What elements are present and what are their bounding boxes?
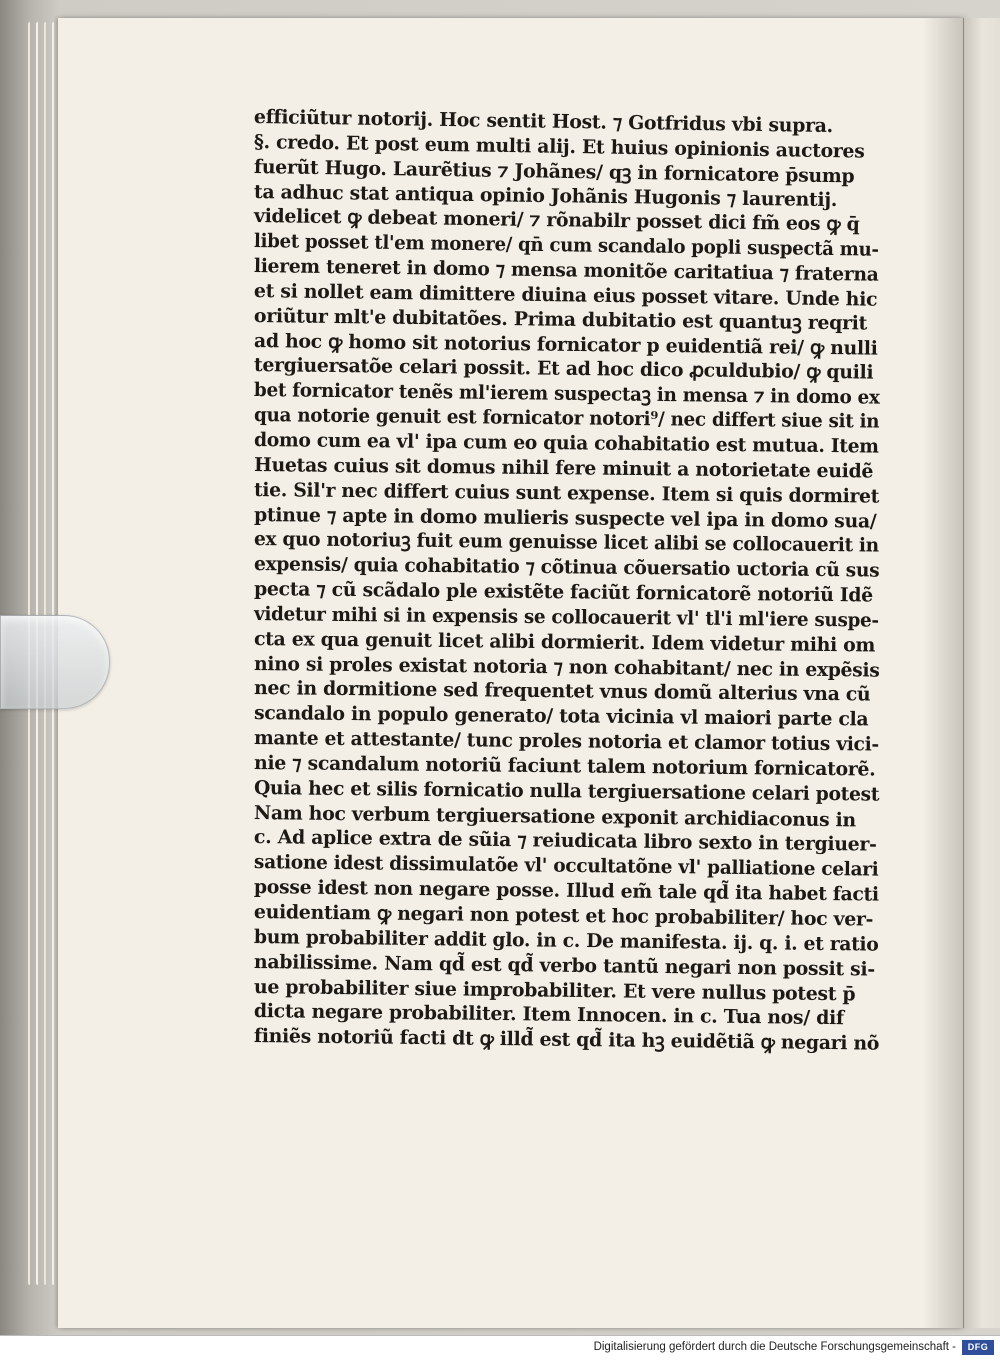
text-line: c. Ad aplice extra de sũia ⁊ reiudicata libro sexto in tergiuer-	[253, 826, 877, 857]
text-line: oriũtur mlt'e dubitatões. Prima dubitatio est quantuꝫ reqrit	[253, 304, 868, 335]
text-line: cta ex qua genuit licet alibi dormierit. Idem videtur mihi om	[253, 627, 876, 657]
text-line: posse idest non negare posse. Illud em̃ tale qd̃ ita habet facti	[253, 876, 879, 906]
text-line: mante et attestante/ tunc proles notoria et clamor totius vici-	[253, 727, 879, 756]
text-line: bum probabiliter addit glo. in c. De manifesta. ij. q. i. et ratio	[253, 925, 879, 956]
text-line: Quia hec et silis fornicatio nulla tergiuersatione celari potest	[253, 776, 880, 806]
text-line: scandalo in populo generato/ tota vicinia vl maiori parte cla	[253, 702, 869, 731]
text-line: finiẽs notoriũ facti dt ꝙ illd̃ est qd̃ ita hꝫ euidẽtiã ꝙ negari nõ	[253, 1025, 880, 1055]
text-line: libet posset tl'em monere/ qn̄ cum scandalo popli suspectã mu-	[253, 230, 879, 261]
text-line: satione idest dissimulatõe vl' occultatõne vl' palliatione celari	[253, 851, 879, 881]
text-line: ta adhuc stat antiqua opinio Johãnis Hugonis ⁊ laurentij.	[253, 180, 838, 211]
text-line: expensis/ quia cohabitatio ⁊ cõtinua cõuersatio uctoria cũ sus	[253, 553, 880, 582]
page-clip	[0, 615, 110, 709]
text-line: fuerũt Hugo. Laurẽtius ⁊ Johãnes/ qꝫ in fornicatore p̄sump	[253, 155, 855, 188]
text-line: nino si proles existat notoria ⁊ non cohabitant/ nec in expẽsis	[253, 652, 880, 682]
dfg-logo: DFG	[962, 1340, 994, 1355]
facing-page-edge	[963, 18, 1000, 1328]
text-block	[253, 105, 884, 1055]
text-line: nabilissime. Nam qd̃ est qd̃ verbo tantũ negari non possit si-	[253, 950, 875, 981]
text-line: bet fornicator tenẽs ml'ierem suspectaꝫ in mensa ⁊ in domo ex	[253, 379, 880, 409]
text-line: nec in dormitione sed frequentet vnus domũ alterius vna cũ	[253, 677, 871, 706]
text-line: efficiũtur notorij. Hoc sentit Host. ⁊ Gotfridus vbi supra.	[253, 106, 834, 138]
text-line: domo cum ea vl' ipa cum eo quia cohabitatio est mutua. Item	[253, 428, 879, 458]
text-line: ue probabiliter siue improbabiliter. Et vere nullus potest p̄	[253, 975, 856, 1005]
text-line: nie ⁊ scandalum notoriũ faciunt talem notorium fornicatorẽ.	[253, 751, 876, 781]
text-line: videtur mihi si in expensis se collocauerit vl' tl'i ml'iere suspe-	[253, 602, 879, 632]
footer	[0, 1335, 1000, 1360]
text-line: et si nollet eam dimittere diuina eius posset vitare. Unde hic	[253, 279, 878, 311]
text-line: qua notorie genuit est fornicator notori⁹/ nec differt siue sit in	[253, 404, 880, 433]
text-line: tie. Sil'r nec differt cuius sunt expense. Item si quis dormiret	[253, 478, 880, 508]
text-line: tergiuersatõe celari possit. Et ad hoc dico ꝓculdubio/ ꝙ quili	[253, 354, 874, 385]
text-line: dicta negare probabiliter. Item Innocen. in c. Tua nos/ dif	[253, 1000, 844, 1030]
text-line: Huetas cuius sit domus nihil fere minuit a notorietate euidẽ	[253, 453, 874, 483]
footer-text: Digitalisierung gefördert durch die Deutsche Forschungsgemeinschaft -	[593, 1341, 956, 1353]
text-line: ptinue ⁊ apte in domo mulieris suspecte vel ipa in domo sua/	[253, 503, 877, 533]
text-line: pecta ⁊ cũ scãdalo ple existẽte faciũt fornicatorẽ notoriũ Idẽ	[253, 578, 874, 607]
text-line: ex quo notoriuꝫ fuit eum genuisse licet alibi se collocauerit in	[253, 528, 879, 557]
text-line: Nam hoc verbum tergiuersatione exponit archidiaconus in	[253, 801, 857, 831]
text-line: ad hoc ꝙ homo sit notorius fornicator p euidentiã rei/ ꝙ nulli	[253, 329, 878, 360]
text-line: lierem teneret in domo ⁊ mensa monitõe caritatiua ⁊ fraterna	[253, 255, 879, 286]
text-line: euidentiam ꝙ negari non potest et hoc probabiliter/ hoc ver-	[253, 901, 874, 931]
text-line: videlicet ꝙ debeat moneri/ ⁊ rõnabilr posset dici fm̃ eos ꝙ q̄	[253, 205, 860, 236]
text-line: §. credo. Et post eum multi alij. Et huius opinionis auctores	[253, 130, 865, 163]
